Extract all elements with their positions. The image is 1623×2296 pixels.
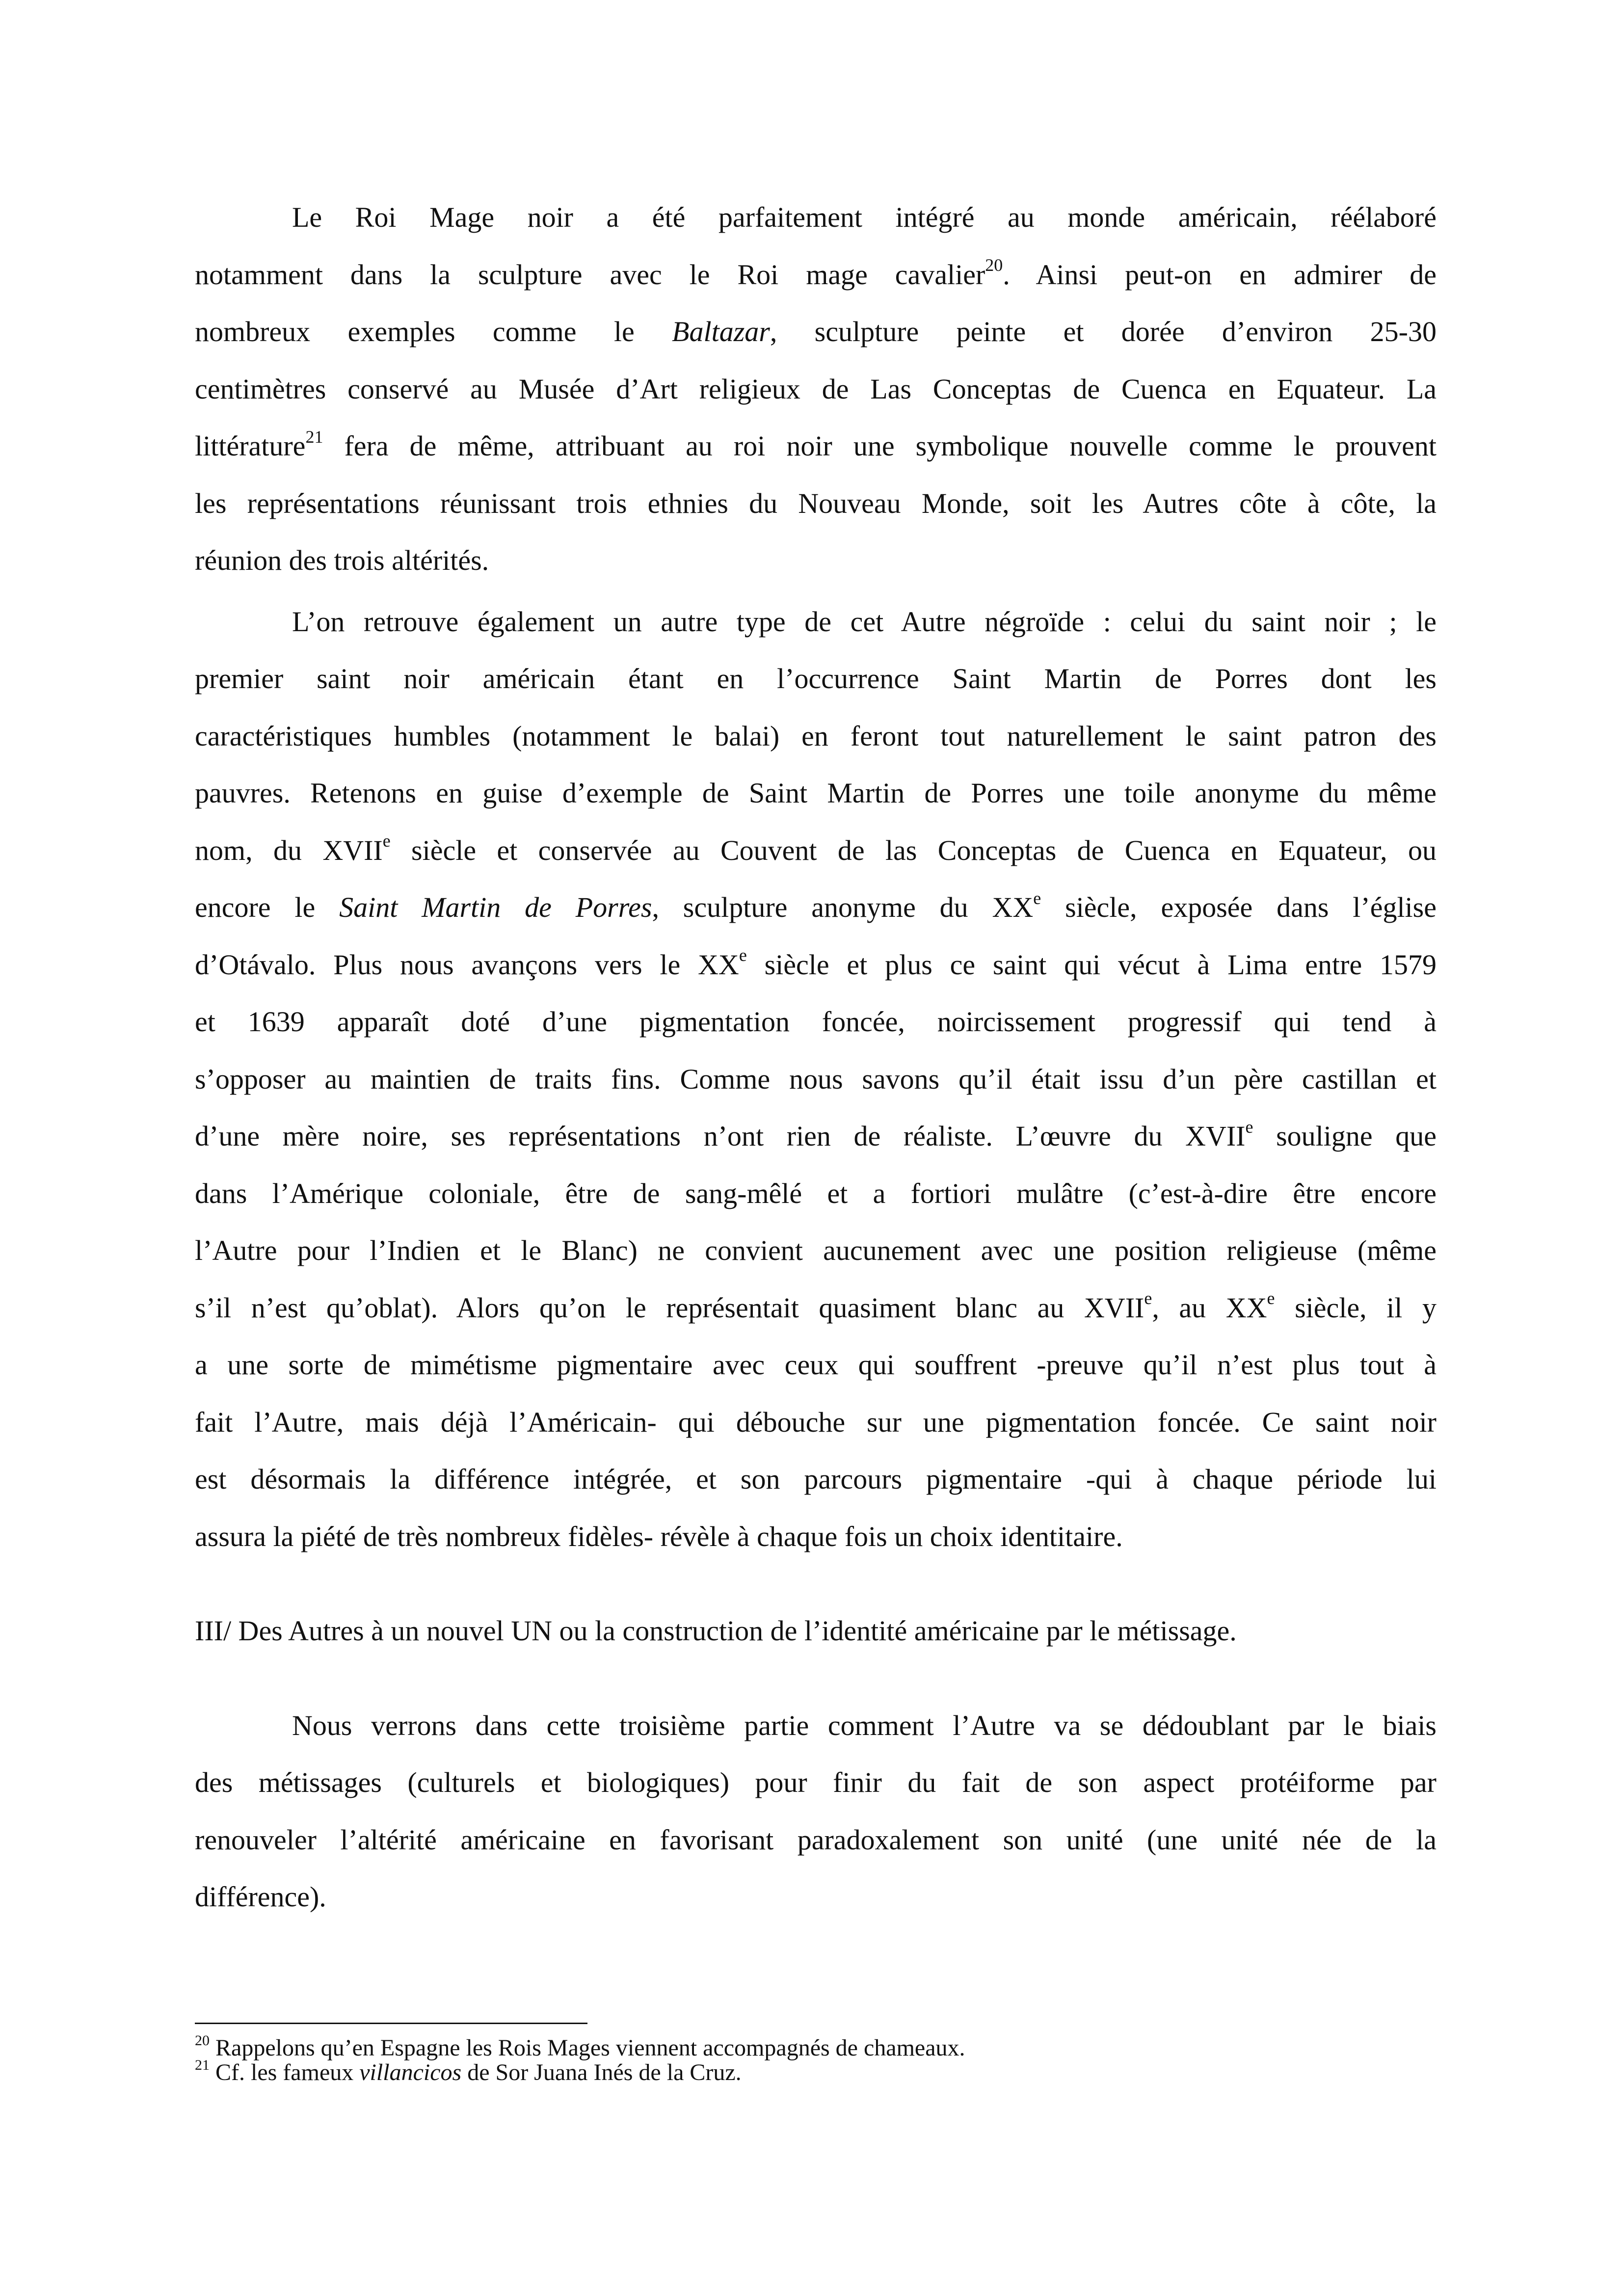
text-line: centimètres conservé au Musée d’Art religieux de Las Conceptas de Cuenca en Equateur. La bbox=[195, 373, 1437, 405]
text-line: a une sorte de mimétisme pigmentaire avec ceux qui souffrent -preuve qu’il n’est plus tout à bbox=[195, 1349, 1437, 1381]
text-line: s’opposer au maintien de traits fins. Comme nous savons qu’il était issu d’un père castillan et bbox=[195, 1063, 1437, 1095]
italic-title: Baltazar bbox=[672, 316, 770, 347]
footnote-separator bbox=[195, 2023, 587, 2024]
footnote-reference: e bbox=[382, 831, 391, 851]
text-line: différence). bbox=[195, 1881, 326, 1913]
text-line: fait l’Autre, mais déjà l’Américain- qui débouche sur une pigmentation foncée. Ce saint noir bbox=[195, 1406, 1437, 1438]
footnote-reference: 20 bbox=[985, 255, 1003, 275]
text-line: d’une mère noire, ses représentations n’ont rien de réaliste. L’œuvre du XVIIe souligne que bbox=[195, 1117, 1437, 1152]
text-line: Nous verrons dans cette troisième partie comment l’Autre va se dédoublant par le biais bbox=[292, 1709, 1437, 1741]
text-line: notamment dans la sculpture avec le Roi mage cavalier$^{20}$. Ainsi peut-on en admirer de bbox=[195, 255, 1437, 291]
paragraph-1 bbox=[195, 189, 1437, 589]
footnotes bbox=[195, 2032, 965, 2085]
footnote-reference: e bbox=[1267, 1288, 1275, 1308]
text-line: réunion des trois altérités. bbox=[195, 544, 489, 576]
text-line: renouveler l’altérité américaine en favorisant paradoxalement son unité (une unité née de la bbox=[195, 1823, 1437, 1856]
text-line: d’Otávalo. Plus nous avançons vers le XXe siècle et plus ce saint qui vécut à Lima entre 1579 bbox=[195, 945, 1437, 981]
text-line: l’Autre pour l’Indien et le Blanc) ne convient aucunement avec une position religieuse (même bbox=[195, 1234, 1437, 1266]
text-line: encore le Saint Martin de Porres, sculpture anonyme du XXe siècle, exposée dans l’église bbox=[195, 888, 1437, 923]
text-line: des métissages (culturels et biologiques) pour finir du fait de son aspect protéiforme par bbox=[195, 1766, 1437, 1798]
text-line: les représentations réunissant trois ethnies du Nouveau Monde, soit les Autres côte à côte, la bbox=[195, 487, 1437, 519]
text-line: nombreux exemples comme le Baltazar, sculpture peinte et dorée d’environ 25-30 bbox=[195, 316, 1437, 347]
footnote-20: $^{20}$ Rappelons qu’en Espagne les Rois Mages viennent accompagnés de chameaux. bbox=[195, 2032, 965, 2061]
paragraph-3 bbox=[195, 1697, 1437, 1926]
footnote-reference: e bbox=[1033, 888, 1041, 908]
text-line: assura la piété de très nombreux fidèles- révèle à chaque fois un choix identitaire. bbox=[195, 1520, 1123, 1552]
footnote-reference: e bbox=[1144, 1288, 1152, 1308]
footnote-number: 20 bbox=[195, 2032, 210, 2049]
text-line: nom, du XVIIe siècle et conservée au Couvent de las Conceptas de Cuenca en Equateur, ou bbox=[195, 831, 1437, 866]
text-line: caractéristiques humbles (notamment le balai) en feront tout naturellement le saint patron des bbox=[195, 720, 1437, 752]
text-line: et 1639 apparaît doté d’une pigmentation foncée, noircissement progressif qui tend à bbox=[195, 1006, 1437, 1038]
section-heading: III/ Des Autres à un nouvel UN ou la construction de l’identité américaine par le métissage. bbox=[195, 1615, 1237, 1647]
text-line: est désormais la différence intégrée, et son parcours pigmentaire -qui à chaque période lui bbox=[195, 1463, 1437, 1495]
italic-title: villancicos bbox=[359, 2059, 462, 2085]
text-line: Le Roi Mage noir a été parfaitement intégré au monde américain, réélaboré bbox=[292, 201, 1437, 233]
footnote-reference: e bbox=[1245, 1117, 1253, 1137]
text-line: s’il n’est qu’oblat). Alors qu’on le représentait quasiment blanc au XVIIe, au XXe siècle, il y bbox=[195, 1288, 1437, 1324]
text-line: L’on retrouve également un autre type de cet Autre négroïde : celui du saint noir ; le bbox=[292, 605, 1437, 638]
footnote-reference: 21 bbox=[305, 427, 323, 447]
text-line: pauvres. Retenons en guise d’exemple de Saint Martin de Porres une toile anonyme du même bbox=[195, 777, 1437, 809]
italic-title: Saint Martin de Porres bbox=[339, 891, 652, 923]
footnote-reference: e bbox=[739, 945, 747, 965]
footnote-21: $^{21}$ Cf. les fameux villancicos de Sor Juana Inés de la Cruz. bbox=[195, 2057, 742, 2085]
text-line: littérature$^{21}$ fera de même, attribuant au roi noir une symbolique nouvelle comme le prouvent bbox=[195, 427, 1437, 462]
text-line: premier saint noir américain étant en l’occurrence Saint Martin de Porres dont les bbox=[195, 663, 1437, 694]
footnote-number: 21 bbox=[195, 2057, 210, 2073]
text-line: dans l’Amérique coloniale, être de sang-mêlé et a fortiori mulâtre (c’est-à-dire être encore bbox=[195, 1177, 1437, 1209]
document-page bbox=[195, 189, 1437, 1926]
paragraph-2 bbox=[195, 593, 1437, 1566]
